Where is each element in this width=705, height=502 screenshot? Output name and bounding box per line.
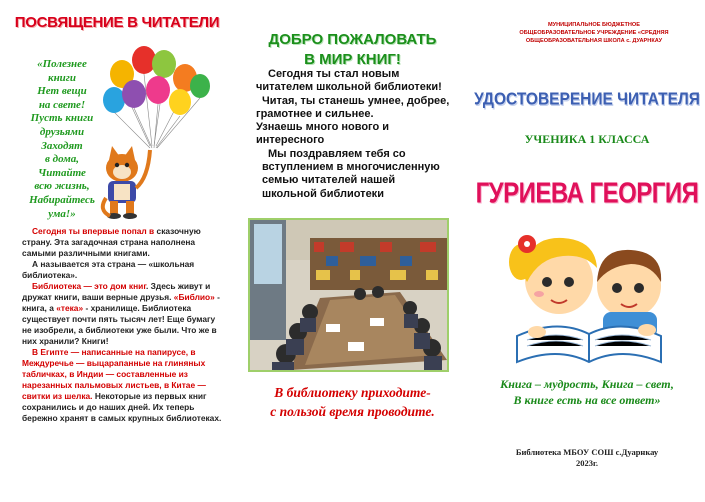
welcome-line: Узнаешь много нового и [256, 121, 390, 134]
dedication-title: ПОСВЯЩЕНИЕ В ЧИТАТЕЛИ [14, 14, 220, 31]
welcome-title-line1: ДОБРО ПОЖАЛОВАТЬ [268, 31, 437, 48]
student-grade: УЧЕНИКА 1 КЛАССА [524, 132, 650, 146]
welcome-line: Сегодня ты стал новым [268, 68, 400, 80]
poem-line: «Полезнее [37, 58, 87, 70]
slogan-line1: В библиотеку приходите- [274, 385, 431, 400]
poem-line: Заходят [41, 139, 83, 152]
library-classroom-photo [248, 218, 449, 372]
poem-line: книги [48, 71, 76, 84]
middle-panel [236, 0, 469, 502]
welcome-line: семью читателей нашей [262, 174, 396, 187]
school-name [509, 22, 679, 45]
poem-line: Нет вещи [37, 85, 87, 98]
student-name: ГУРИЕВА ГЕОРГИЯ [475, 177, 699, 210]
welcome-title-line2: В МИР КНИГ! [304, 51, 401, 68]
school-line1: МУНИЦИПАЛЬНОЕ БЮДЖЕТНОЕ [547, 22, 640, 28]
library-story-text [22, 226, 222, 424]
welcome-line: грамотнее и сильнее. [256, 107, 374, 120]
welcome-text [256, 68, 461, 201]
story-intro-text: сказочную страну. Эта загадочная страна наполнена самыми различными книгами. [22, 226, 201, 258]
story-library-mid: - книга, а [22, 292, 220, 313]
poem-line: в дома, [45, 153, 79, 166]
story-biblio-word: «Библио» [173, 292, 215, 302]
school-line2: ОБЩЕОБРАЗОВАТЕЛЬНОЕ УЧРЕЖДЕНИЕ «СРЕДНЯЯ [519, 29, 669, 36]
reader-certificate-title: УДОСТОВЕРЕНИЕ ЧИТАТЕЛЯ [474, 89, 700, 110]
left-panel [0, 0, 236, 502]
welcome-line: школьной библиотеки [262, 187, 384, 200]
poem-line: Читайте [38, 166, 86, 179]
welcome-line: Читая, ты станешь умнее, добрее, [262, 94, 450, 107]
poem-line: всю жизнь, [34, 180, 90, 193]
welcome-line: вступлением в многочисленную [262, 161, 440, 174]
poem-line: друзьями [39, 125, 85, 138]
book-quote [469, 376, 705, 408]
children-reading-illustration [497, 224, 677, 370]
cat-with-balloons-illustration [100, 38, 212, 220]
library-footer [469, 447, 705, 469]
poem-line: Набирайтесь [29, 193, 95, 206]
welcome-line: читателем школьной библиотеки! [256, 81, 442, 94]
welcome-title [236, 30, 469, 70]
slogan-line2: с пользой время проводите. [270, 404, 435, 419]
poem-line: Пусть книги [30, 112, 94, 125]
library-slogan [236, 383, 469, 421]
footer-year: 2023г. [575, 458, 599, 468]
story-library-highlight: Библиотека — это дом книг [32, 281, 146, 291]
quote-line2: В книге есть на все ответ» [513, 393, 661, 407]
quote-line1: Книга – мудрость, Книга – свет, [500, 377, 674, 391]
footer-library-name: Библиотека МБОУ СОШ с.Дуарнкау [515, 447, 659, 457]
welcome-line: интересного [256, 134, 325, 147]
story-history-highlight: В Египте — написанные на папирусе, в Междуречье — выцарапанные на глиняных табличках, в Индии — составленные из нарезанных пальмовых листьев, в Китае — свитки из шелка. [22, 347, 206, 401]
story-history-text: Некоторые из первых книг сохранились и до наших дней. Их теперь бережно хранят в самых крупных библиотеках. [22, 391, 222, 423]
poem-line: ума!» [48, 207, 76, 220]
story-school-library: А называется эта страна — «школьная библиотека». [22, 259, 195, 280]
story-intro-highlight: Сегодня ты впервые попал в [32, 226, 155, 236]
right-panel [469, 0, 705, 502]
school-line3: ОБЩЕОБРАЗОВАТЕЛЬНАЯ ШКОЛА с. ДУАРНКАУ [525, 37, 663, 44]
story-library-text: . Здесь живут и дружат книги, ваши верные друзья. [22, 281, 211, 302]
poem-line: на свете! [38, 98, 86, 111]
poem [20, 58, 104, 221]
welcome-line: Мы поздравляем тебя со [268, 147, 406, 160]
story-library-end: - хранилище. Библиотека существует почти пять тысяч лет! Еще бумагу не изобрели, а библиотеки уже были. Что же в них хранили? Книги! [22, 303, 217, 346]
story-teka-word: «тека» [56, 303, 84, 313]
